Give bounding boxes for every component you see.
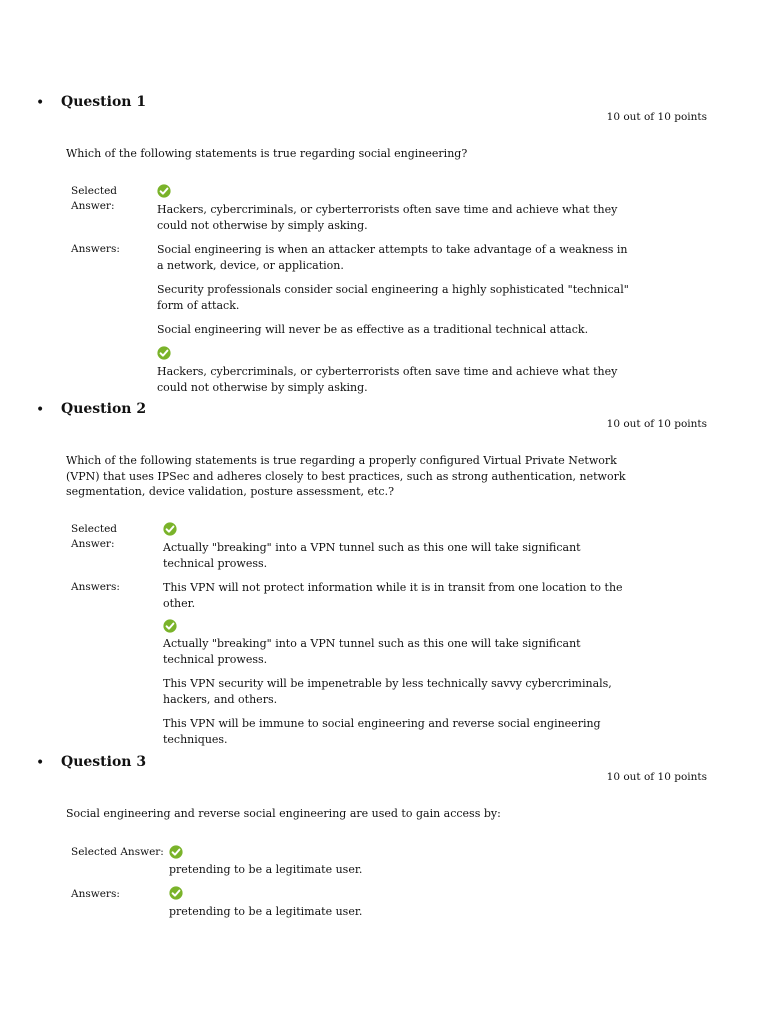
selected-answer-label: Selected Answer:	[71, 846, 164, 858]
answers-label: Answers:	[71, 888, 120, 900]
question-text: Which of the following statements is true regarding social engineering?	[66, 147, 468, 160]
question-title: Question 1	[61, 94, 147, 110]
answer-option-correct: Hackers, cybercriminals, or cyberterrorists often save time and achieve what they could not otherwise by simply asking.	[157, 365, 618, 394]
bullet: •	[36, 755, 45, 771]
check-circle-icon	[163, 619, 177, 633]
answers-label: Answers:	[71, 581, 120, 593]
check-circle-icon	[169, 845, 183, 859]
answer-option: Social engineering will never be as effective as a traditional technical attack.	[157, 323, 589, 336]
selected-answer-text: Hackers, cybercriminals, or cyberterrorists often save time and achieve what they could not otherwise by simply asking.	[157, 203, 618, 232]
question-text: Social engineering and reverse social engineering are used to gain access by:	[66, 807, 501, 820]
bullet: •	[36, 402, 45, 418]
answer-option: Security professionals consider social engineering a highly sophisticated "technical" form of attack.	[157, 283, 629, 312]
question-points: 10 out of 10 points	[606, 111, 707, 123]
selected-answer-label: Selected Answer:	[71, 185, 118, 212]
answer-option: This VPN security will be impenetrable by less technically savvy cybercriminals, hackers, and others.	[163, 677, 612, 706]
check-circle-icon	[157, 346, 171, 360]
question-points: 10 out of 10 points	[606, 771, 707, 783]
check-circle-icon	[163, 522, 177, 536]
answer-option: This VPN will not protect information while it is in transit from one location to the other.	[163, 581, 623, 610]
answer-option-correct: Actually "breaking" into a VPN tunnel such as this one will take significant technical prowess.	[163, 637, 581, 666]
question-title: Question 2	[61, 401, 147, 417]
bullet: •	[36, 95, 45, 111]
answer-option: Social engineering is when an attacker attempts to take advantage of a weakness in a network, device, or application.	[157, 243, 628, 272]
check-circle-icon	[157, 184, 171, 198]
question-points: 10 out of 10 points	[606, 418, 707, 430]
answers-label: Answers:	[71, 243, 120, 255]
question-title: Question 3	[61, 754, 147, 770]
check-circle-icon	[169, 886, 183, 900]
question-text: Which of the following statements is true regarding a properly configured Virtual Private Network (VPN) that uses IPSec and adheres closely to best practices, such as strong authentication, network segmentation, device validation, posture assessment, etc.?	[66, 454, 626, 499]
answer-option-correct: pretending to be a legitimate user.	[169, 905, 363, 918]
selected-answer-label: Selected Answer:	[71, 523, 118, 550]
selected-answer-text: Actually "breaking" into a VPN tunnel such as this one will take significant technical prowess.	[163, 541, 581, 570]
answer-option: This VPN will be immune to social engineering and reverse social engineering techniques.	[163, 717, 601, 746]
selected-answer-text: pretending to be a legitimate user.	[169, 863, 363, 876]
